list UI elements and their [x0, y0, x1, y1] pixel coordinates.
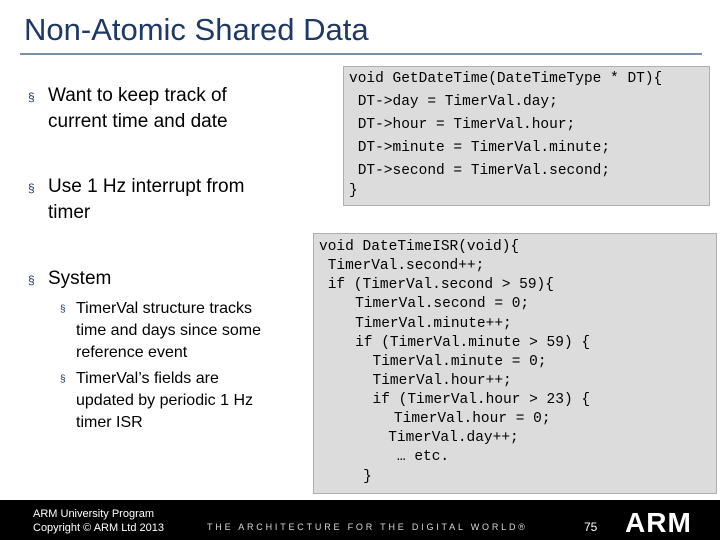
bullet-1-line-2: current time and date	[48, 111, 228, 132]
sub-bullet-2-line-3: timer ISR	[76, 414, 143, 431]
footer-bar	[0, 500, 720, 540]
page-number: 75	[584, 520, 598, 534]
bullet-2	[28, 174, 245, 226]
code-line: DT->hour = TimerVal.hour;	[349, 117, 576, 133]
sub-bullet-2-line-2: updated by periodic 1 Hz	[76, 392, 253, 409]
code-line: TimerVal.second = 0;	[329, 296, 530, 312]
code-line: TimerVal.hour = 0;	[333, 411, 551, 427]
bullet-3-line-1: System	[48, 268, 112, 289]
bullet-marker: §	[28, 90, 35, 104]
code-line: TimerVal.second++;	[319, 258, 485, 274]
code-line: void DateTimeISR(void){	[319, 239, 520, 255]
code-line: if (TimerVal.hour > 23) {	[329, 392, 591, 408]
code-line: TimerVal.minute++;	[329, 316, 512, 332]
sub-bullet-1-line-2: time and days since some	[76, 322, 261, 339]
get-datetime-code-box	[343, 66, 710, 206]
code-line: }	[337, 469, 372, 485]
code-line: }	[349, 183, 358, 199]
bullet-1-line-1: Want to keep track of	[48, 85, 227, 106]
code-line: void GetDateTime(DateTimeType * DT){	[349, 71, 663, 87]
code-line: DT->second = TimerVal.second;	[349, 163, 611, 179]
sub-bullet-2-line-1: TimerVal’s fields are	[76, 370, 219, 387]
bullet-marker: §	[28, 181, 35, 195]
code-line: DT->day = TimerVal.day;	[349, 94, 558, 110]
code-line: if (TimerVal.minute > 59) {	[329, 335, 591, 351]
bullet-2-line-1: Use 1 Hz interrupt from	[48, 176, 245, 197]
sub-bullet-1-line-1: TimerVal structure tracks	[76, 300, 253, 317]
bullet-marker: §	[28, 273, 35, 287]
sub-bullet-1	[60, 298, 261, 364]
sub-bullet-2	[60, 368, 253, 434]
bullet-3	[28, 266, 112, 292]
code-line: DT->minute = TimerVal.minute;	[349, 140, 611, 156]
bullet-1	[28, 83, 228, 135]
footer-tagline: THE ARCHITECTURE FOR THE DIGITAL WORLD®	[207, 522, 528, 532]
footer-copyright: Copyright © ARM Ltd 2013	[33, 522, 165, 534]
sub-bullet-marker: §	[60, 374, 66, 385]
sub-bullet-1-line-3: reference event	[76, 344, 188, 361]
bullet-2-line-2: timer	[48, 202, 91, 223]
code-line: … etc.	[336, 449, 450, 465]
datetime-isr-code-box	[313, 233, 717, 494]
code-line: TimerVal.day++;	[336, 430, 519, 446]
code-line: TimerVal.hour++;	[329, 373, 512, 389]
code-line: TimerVal.minute = 0;	[329, 354, 547, 370]
title-divider	[20, 53, 702, 55]
footer-program: ARM University Program	[33, 508, 155, 520]
arm-logo: ARM	[625, 507, 692, 538]
slide-title: Non-Atomic Shared Data	[24, 12, 369, 47]
sub-bullet-marker: §	[60, 304, 66, 315]
code-line: if (TimerVal.second > 59){	[319, 277, 554, 293]
